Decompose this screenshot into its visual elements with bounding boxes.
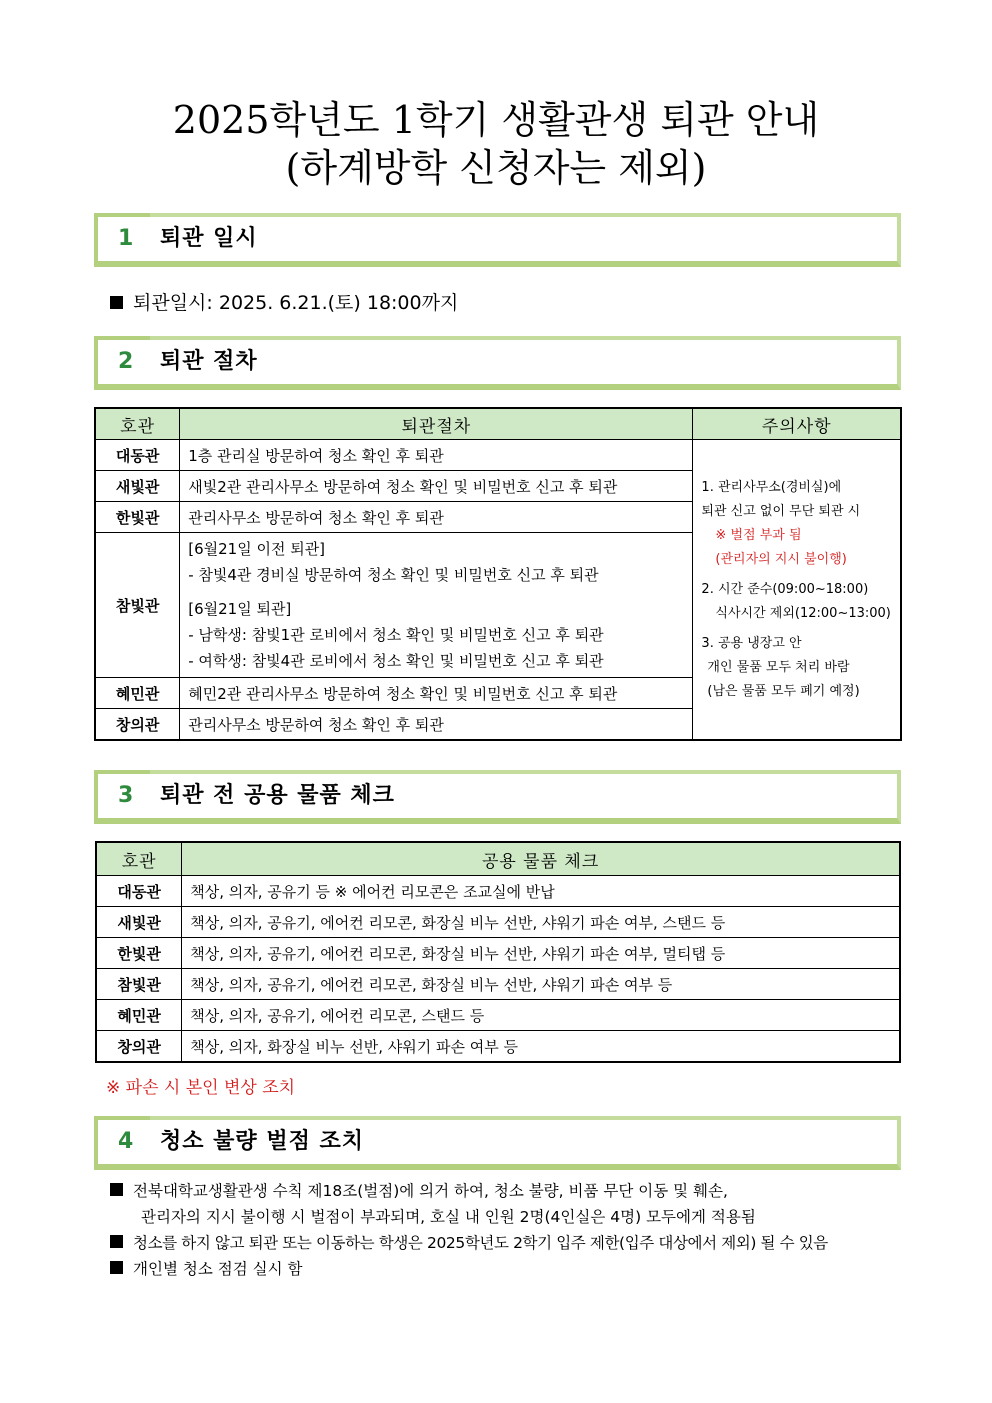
procedure-text: [6월21일 이전 퇴관] - 참빛4관 경비실 방문하여 청소 확인 및 비밀번호 신고 후 퇴관 [6월21일 퇴관] - 남학생: 참빛1관 로비에서 청소 확인 및 비밀번호 신고 후 퇴관 - 여학생: 참빛4관 로비에서 청소 확인 및 비밀번호 신고 후 퇴관	[180, 533, 693, 678]
rule-item-1-cont: 관리자의 지시 불이행 시 벌점이 부과되며, 호실 내 인원 2명(4인실은 4명) 모두에게 적용됨	[141, 1208, 756, 1226]
items-text: 책상, 의자, 공유기, 에어컨 리모콘, 화장실 비누 선반, 샤워기 파손 여부, 멀티탭 등	[182, 938, 900, 969]
rule-item-2: 청소를 하지 않고 퇴관 또는 이동하는 학생은 2025학년도 2학기 입주 제한(입주 대상에서 제외) 될 수 있음	[110, 1230, 828, 1256]
note-text: 3. 공용 냉장고 안	[701, 635, 802, 651]
note-text: 식사시간 제외(12:00~13:00)	[715, 605, 891, 621]
hall-name: 혜민관	[95, 678, 180, 709]
table-row	[96, 907, 900, 938]
header-procedure: 퇴관절차	[180, 408, 693, 440]
page-title: 2025학년도 1학기 생활관생 퇴관 안내	[172, 98, 820, 142]
table-row	[96, 938, 900, 969]
note-text: (남은 물품 모두 폐기 예정)	[707, 683, 860, 699]
hall-name: 창의관	[96, 1031, 182, 1063]
damage-notice: ※ 파손 시 본인 변상 조치	[106, 1078, 296, 1098]
hall-name: 참빛관	[96, 969, 182, 1000]
table-header-row	[95, 408, 901, 440]
hall-name: 새빛관	[96, 907, 182, 938]
procedure-text: 관리사무소 방문하여 청소 확인 후 퇴관	[180, 502, 693, 533]
square-bullet-icon	[110, 1183, 123, 1196]
table-row	[96, 1031, 900, 1063]
hall-name: 대동관	[96, 876, 182, 907]
section-header-1	[94, 213, 901, 267]
items-text: 책상, 의자, 공유기, 에어컨 리모콘, 화장실 비누 선반, 샤워기 파손 여부 등	[182, 969, 900, 1000]
procedure-text: 1층 관리실 방문하여 청소 확인 후 퇴관	[180, 440, 693, 471]
section-label: 퇴관 절차	[160, 349, 258, 374]
procedure-text: 혜민2관 관리사무소 방문하여 청소 확인 및 비밀번호 신고 후 퇴관	[180, 678, 693, 709]
section-label: 퇴관 일시	[160, 226, 258, 251]
header-items: 공용 물품 체크	[182, 842, 900, 876]
table-row	[95, 440, 901, 471]
checkout-date: 퇴관일시: 2025. 6.21.(토) 18:00까지	[110, 290, 458, 316]
rule-item-3: 개인별 청소 점검 실시 함	[110, 1256, 302, 1282]
note-text: 1. 관리사무소(경비실)에	[701, 479, 842, 495]
items-text: 책상, 의자, 공유기, 에어컨 리모콘, 화장실 비누 선반, 샤워기 파손 여부, 스탠드 등	[182, 907, 900, 938]
table-row	[96, 1000, 900, 1031]
square-bullet-icon	[110, 1261, 123, 1274]
header-hall: 호관	[95, 408, 180, 440]
section-number: 1	[118, 226, 134, 251]
section-label: 청소 불량 벌점 조치	[160, 1129, 364, 1154]
items-text: 책상, 의자, 공유기, 에어컨 리모콘, 스탠드 등	[182, 1000, 900, 1031]
procedure-text: 관리사무소 방문하여 청소 확인 후 퇴관	[180, 709, 693, 741]
header-notes: 주의사항	[693, 408, 901, 440]
hall-name: 새빛관	[95, 471, 180, 502]
items-text: 책상, 의자, 화장실 비누 선반, 샤워기 파손 여부 등	[182, 1031, 900, 1063]
section-number: 4	[118, 1129, 134, 1154]
item-check-table	[95, 841, 901, 1063]
section-header-2	[94, 336, 901, 390]
square-bullet-icon	[110, 1235, 123, 1248]
hall-name: 한빛관	[96, 938, 182, 969]
note-text: 개인 물품 모두 처리 바람	[707, 659, 850, 675]
note-text: 2. 시간 준수(09:00~18:00)	[701, 581, 869, 597]
note-text: 퇴관 신고 없이 무단 퇴관 시	[701, 503, 861, 519]
section-header-3	[94, 770, 901, 824]
hall-name: 창의관	[95, 709, 180, 741]
rule-item-1: 전북대학교생활관생 수칙 제18조(벌점)에 의거 하여, 청소 불량, 비품 무단 이동 및 훼손,	[110, 1178, 728, 1204]
procedure-text: 새빛2관 관리사무소 방문하여 청소 확인 및 비밀번호 신고 후 퇴관	[180, 471, 693, 502]
table-row	[96, 876, 900, 907]
penalty-reason: (관리자의 지시 불이행)	[715, 551, 847, 567]
hall-name: 참빛관	[95, 533, 180, 678]
items-text: 책상, 의자, 공유기 등 ※ 에어컨 리모콘은 조교실에 반납	[182, 876, 900, 907]
header-hall: 호관	[96, 842, 182, 876]
section-label: 퇴관 전 공용 물품 체크	[160, 783, 395, 808]
section-number: 2	[118, 349, 134, 374]
table-row	[96, 969, 900, 1000]
section-number: 3	[118, 783, 134, 808]
square-bullet-icon	[110, 296, 123, 309]
notes-cell	[693, 440, 901, 741]
hall-name: 혜민관	[96, 1000, 182, 1031]
table-header-row	[96, 842, 900, 876]
page-subtitle: (하계방학 신청자는 제외)	[285, 146, 707, 190]
hall-name: 한빛관	[95, 502, 180, 533]
hall-name: 대동관	[95, 440, 180, 471]
section-header-4	[94, 1116, 901, 1170]
penalty-warning: ※ 벌점 부과 됨	[715, 527, 802, 543]
procedure-table	[94, 407, 902, 741]
